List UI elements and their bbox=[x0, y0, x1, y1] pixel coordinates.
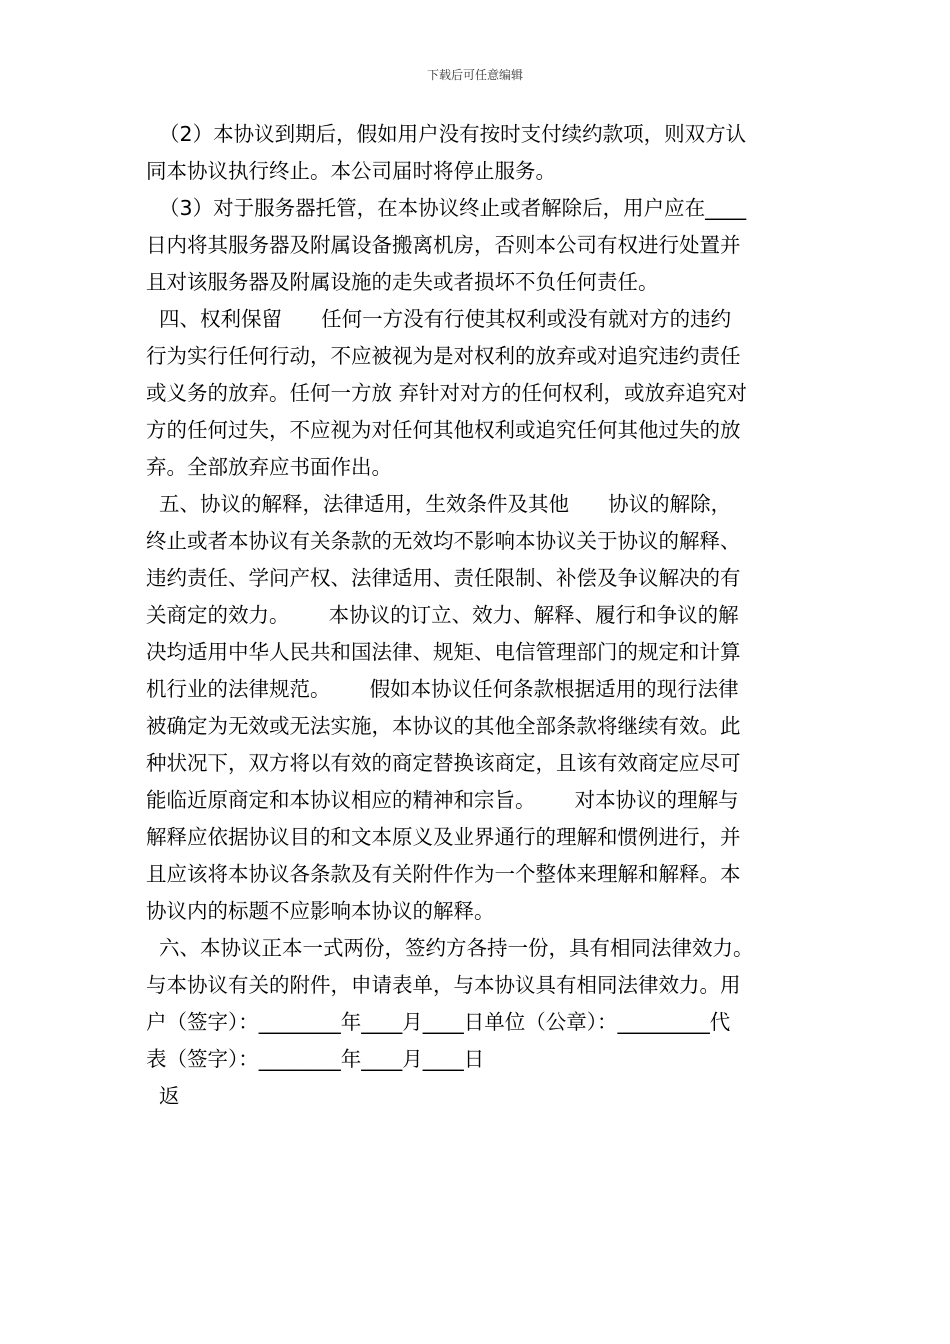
text-line: 被确定为无效或无法实施，本协议的其他全部条款将继续有效。此 bbox=[146, 714, 741, 738]
text-line: 四、权利保留 任何一方没有行使其权利或没有就对方的违约 bbox=[146, 307, 732, 331]
document-body bbox=[146, 116, 816, 1115]
text-line: 返 bbox=[146, 1084, 180, 1108]
page-header: 下载后可任意编辑 bbox=[426, 68, 523, 82]
text-line: 且应该将本协议各条款及有关附件作为一个整体来理解和解释。本 bbox=[146, 862, 741, 886]
text-line: 弃。全部放弃应书面作出。 bbox=[146, 455, 392, 479]
text-line: （3）对于服务器托管，在本协议终止或者解除后，用户应在____ bbox=[146, 196, 747, 220]
signature-line: 户（签字）：________年____月____日单位（公章）：_________代 bbox=[146, 1010, 731, 1034]
signature-line: 表（签字）：________年____月____日 bbox=[146, 1047, 485, 1071]
text-line: 协议内的标题不应影响本协议的解释。 bbox=[146, 899, 495, 923]
text-line: 五、协议的解释，法律适用，生效条件及其他 协议的解除， bbox=[146, 492, 732, 516]
text-line: 解释应依据协议目的和文本原义及业界通行的理解和惯例进行，并 bbox=[146, 825, 741, 849]
text-line: 违约责任、学问产权、法律适用、责任限制、补偿及争议解决的有 bbox=[146, 566, 741, 590]
text-line: 同本协议执行终止。本公司届时将停止服务。 bbox=[146, 159, 556, 183]
text-line: 方的任何过失，不应视为对任何其他权利或追究任何其他过失的放 bbox=[146, 418, 741, 442]
text-line: 与本协议有关的附件，申请表单，与本协议具有相同法律效力。用 bbox=[146, 973, 741, 997]
text-line: （2）本协议到期后，假如用户没有按时支付续约款项，则双方认 bbox=[146, 122, 747, 146]
text-line: 终止或者本协议有关条款的无效均不影响本协议关于协议的解释、 bbox=[146, 529, 741, 553]
text-line: 机行业的法律规范。 假如本协议任何条款根据适用的现行法律 bbox=[146, 677, 739, 701]
text-line: 决均适用中华人民共和国法律、规矩、电信管理部门的规定和计算 bbox=[146, 640, 741, 664]
text-line: 日内将其服务器及附属设备搬离机房，否则本公司有权进行处置并 bbox=[146, 233, 741, 257]
text-line: 关商定的效力。 本协议的订立、效力、解释、履行和争议的解 bbox=[146, 603, 739, 627]
text-line: 且对该服务器及附属设施的走失或者损坏不负任何责任。 bbox=[146, 270, 659, 294]
text-line: 或义务的放弃。任何一方放 弃针对对方的任何权利，或放弃追究对 bbox=[146, 381, 748, 405]
text-line: 行为实行任何行动，不应被视为是对权利的放弃或对追究违约责任 bbox=[146, 344, 741, 368]
text-line: 种状况下，双方将以有效的商定替换该商定，且该有效商定应尽可 bbox=[146, 751, 741, 775]
text-line: 六、本协议正本一式两份，签约方各持一份，具有相同法律效力。 bbox=[146, 936, 754, 960]
text-line: 能临近原商定和本协议相应的精神和宗旨。 对本协议的理解与 bbox=[146, 788, 739, 812]
